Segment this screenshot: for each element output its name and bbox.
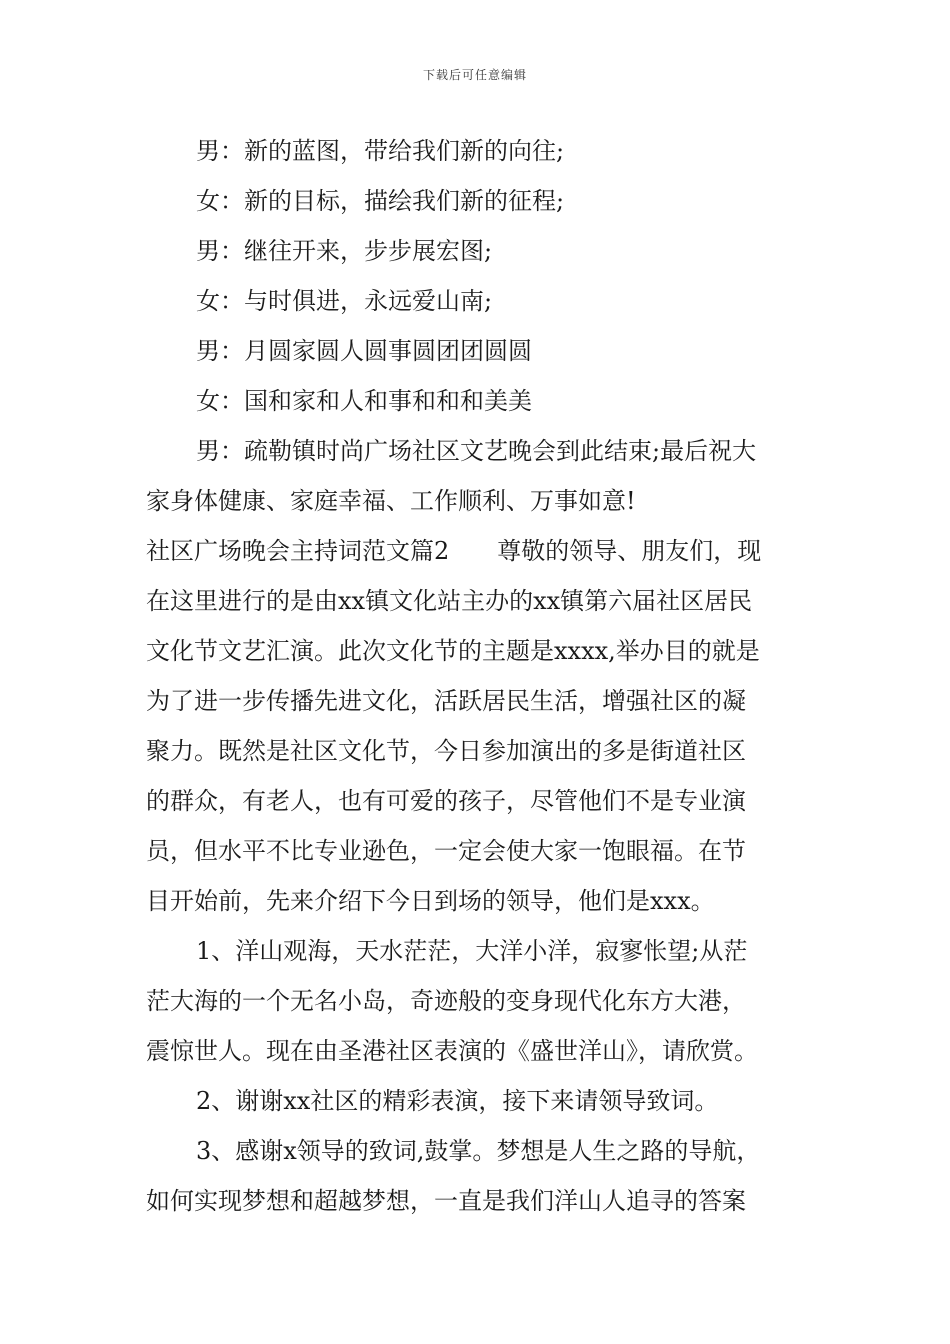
text-line: 男：新的蓝图，带给我们新的向往; (196, 137, 565, 165)
text-line: 1、洋山观海，天水茫茫，大洋小洋，寂寥怅望;从茫 (196, 937, 748, 965)
text-line: 男：继往开来，步步展宏图; (196, 237, 493, 265)
text-line: 女：新的目标，描绘我们新的征程; (196, 187, 565, 215)
text-line: 文化节文艺汇演。此次文化节的主题是xxxx,举办目的就是 (146, 637, 760, 665)
document-body (146, 126, 808, 1226)
text-line: 在这里进行的是由xx镇文化站主办的xx镇第六届社区居民 (146, 587, 753, 615)
text-line: 震惊世人。现在由圣港社区表演的《盛世洋山》，请欣赏。 (146, 1037, 758, 1065)
text-line: 3、感谢x领导的致词,鼓掌。梦想是人生之路的导航， (196, 1137, 761, 1165)
text-line: 的群众，有老人，也有可爱的孩子，尽管他们不是专业演 (146, 787, 746, 815)
text-line: 家身体健康、家庭幸福、工作顺利、万事如意! (146, 487, 636, 515)
text-line: 目开始前，先来介绍下今日到场的领导，他们是xxx。 (146, 887, 715, 915)
section-title-line: 社区广场晚会主持词范文篇2 尊敬的领导、朋友们，现 (146, 537, 762, 565)
text-line: 2、谢谢xx社区的精彩表演，接下来请领导致词。 (196, 1087, 719, 1115)
text-line: 员，但水平不比专业逊色，一定会使大家一饱眼福。在节 (146, 837, 746, 865)
text-line: 女：与时俱进，永远爱山南; (196, 287, 493, 315)
page-header: 下载后可任意编辑 (422, 68, 527, 82)
text-line: 男：月圆家圆人圆事圆团团圆圆 (196, 337, 532, 365)
text-line: 茫大海的一个无名小岛，奇迹般的变身现代化东方大港， (146, 987, 746, 1015)
text-line: 男：疏勒镇时尚广场社区文艺晚会到此结束;最后祝大 (196, 437, 757, 465)
text-line: 聚力。既然是社区文化节，今日参加演出的多是街道社区 (146, 737, 746, 765)
text-line: 如何实现梦想和超越梦想，一直是我们洋山人追寻的答案 (146, 1187, 746, 1215)
text-line: 为了进一步传播先进文化，活跃居民生活，增强社区的凝 (146, 687, 746, 715)
text-line: 女：国和家和人和事和和和美美 (196, 387, 532, 415)
